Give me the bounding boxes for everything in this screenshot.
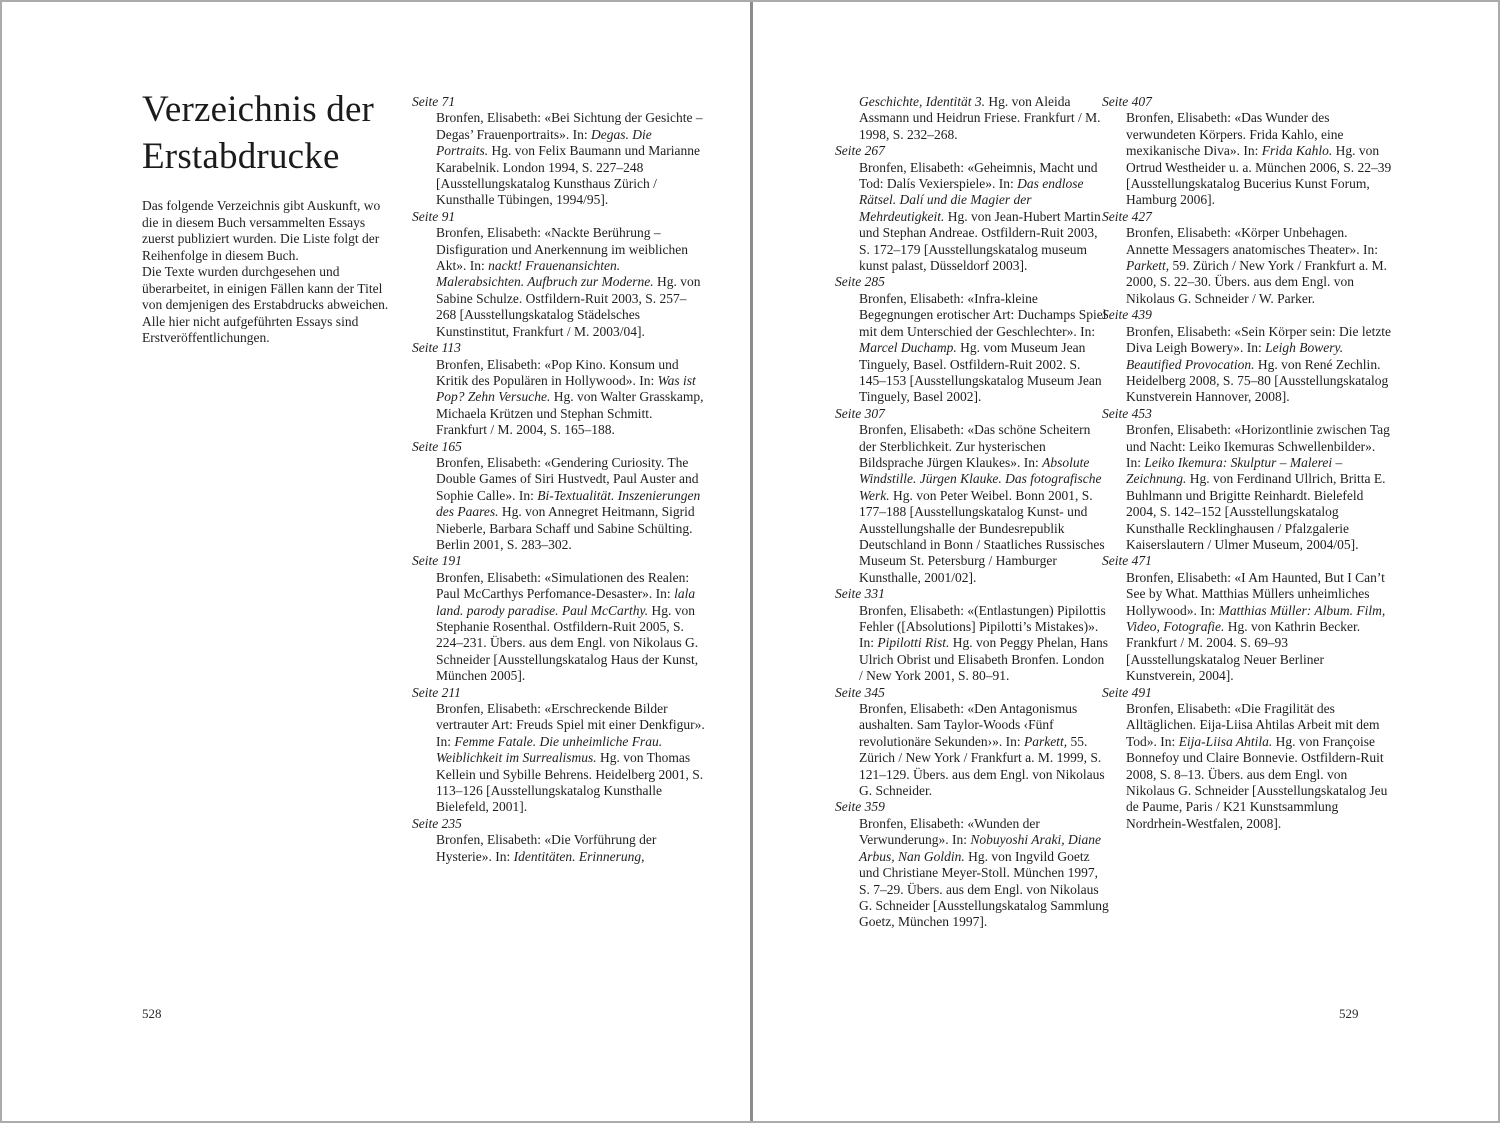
intro-paragraph-part1: Das folgende Verzeichnis gibt Auskunft, wo die in diesem Buch versammelten Essays zuerst publiziert wurden. Die Liste folgt der Reihenfolge in diesem Buch. — [142, 198, 381, 263]
citation-text: Hg. von Annegret Heitmann, Sigrid Nieberle, Barbara Schaff und Sabine Schülting. Berlin 2001, S. 283–302. — [436, 504, 695, 552]
citation-text: Bronfen, Elisabeth: «Die Vorführung der Hysterie». In: — [436, 832, 657, 864]
entry-citation — [1102, 422, 1392, 553]
bibliography-entry — [412, 340, 706, 438]
bibliography-entry — [412, 94, 706, 209]
entry-citation — [835, 422, 1109, 586]
citation-text: Hg. von Felix Baumann und Marianne Karabelnik. London 1994, S. 227–248 [Ausstellungskatalog Kunsthaus Zürich / Kunsthalle Tübingen, 1994/95]. — [436, 143, 700, 208]
entry-page-ref: Seite 285 — [835, 274, 885, 290]
entry-citation — [412, 701, 706, 816]
citation-text: Hg. von Peggy Phelan, Hans Ulrich Obrist und Elisabeth Bronfen. London / New York 2001, S. 80–91. — [859, 635, 1109, 684]
citation-text: Hg. von René Zechlin. Heidelberg 2008, S. 75–80 [Ausstellungskatalog Kunstverein Hannover, 2008]. — [1126, 356, 1389, 405]
citation-text: Hg. von Jean-Hubert Martin und Stephan Andreae. Ostfildern-Ruit 2003, S. 172–179 [Ausstellungskatalog museum kunst palast, Düsseldorf 2003]. — [859, 208, 1101, 274]
citation-title-italic: Degas. Die Portraits. — [436, 126, 652, 159]
bibliography-entry — [412, 209, 706, 340]
citation-text: Hg. vom Museum Jean Tinguely, Basel. Ostfildern-Ruit 2002. S. 145–153 [Ausstellungskatalog Museum Jean Tinguely, Basel 2002]. — [859, 340, 1102, 405]
citation-title-italic: Bi-Textualität. Inszenierungen des Paares. — [436, 487, 701, 520]
citation-title-italic: Parkett, — [1023, 733, 1068, 749]
entry-page-ref: Seite 439 — [1102, 307, 1152, 323]
entry-citation — [835, 603, 1109, 685]
entry-page-ref: Seite 91 — [412, 208, 456, 224]
citation-title-italic: Marcel Duchamp. — [859, 340, 957, 356]
entry-page-ref: Seite 427 — [1102, 208, 1152, 224]
entry-page-ref: Seite 165 — [412, 438, 462, 454]
citation-text: Bronfen, Elisabeth: «Geheimnis, Macht und Tod: Dalís Vexierspiele». In: — [859, 159, 1098, 192]
citation-title-italic: Eija-Liisa Ahtila. — [1178, 733, 1273, 749]
entry-page-ref: Seite 471 — [1102, 553, 1152, 569]
citation-text: Bronfen, Elisabeth: «Die Fragilität des Alltäglichen. Eija-Liisa Ahtilas Arbeit mit dem Tod». In: — [1126, 701, 1380, 749]
citation-text: Hg. von Françoise Bonnefoy und Claire Bonnevie. Ostfildern-Ruit 2008, S. 8–13. Übers. aus dem Engl. von Nikolaus G. Schneider [Ausstellungskatalog Jeu de Paume, Paris / K21 Kunstsammlung Nordrhein-Westfalen, 2008]. — [1126, 733, 1388, 831]
citation-title-italic: Identitäten. Erinnerung, — [513, 848, 645, 864]
citation-title-italic: Absolute Windstille. Jürgen Klauke. Das fotografische Werk. — [859, 454, 1102, 503]
entry-page-ref: Seite 331 — [835, 586, 885, 602]
bibliography-entry — [412, 553, 706, 684]
citation-title-italic: Pipilotti Rist. — [877, 635, 950, 651]
page-number-529: 529 — [1339, 1006, 1359, 1021]
citation-text: Bronfen, Elisabeth: «Pop Kino. Konsum und Kritik des Populären in Hollywood». In: — [436, 356, 679, 388]
citation-text: Hg. von Kathrin Becker. Frankfurt / M. 2004. S. 69–93 [Ausstellungskatalog Neuer Berliner Kunstverein, 2004]. — [1126, 619, 1361, 684]
bibliography-entry — [412, 439, 706, 554]
entry-citation — [835, 160, 1109, 275]
page-title-line1: Verzeichnis der — [142, 89, 375, 130]
bibliography-entry — [835, 94, 1109, 143]
bibliography-entry — [1102, 553, 1392, 684]
citation-title-italic: lala land. parody paradise. Paul McCarthy. — [436, 586, 696, 618]
citation-text: Hg. von Aleida Assmann und Heidrun Friese. Frankfurt / M. 1998, S. 232–268. — [859, 94, 1101, 142]
entry-citation — [412, 357, 706, 439]
entry-page-ref: Seite 453 — [1102, 405, 1152, 421]
citation-text: Bronfen, Elisabeth: «Wunden der Verwunderung». In: — [859, 815, 1040, 848]
entry-citation — [412, 225, 706, 340]
citation-title-italic: Leiko Ikemura: Skulptur – Malerei – Zeichnung. — [1126, 454, 1343, 487]
citation-text: Hg. von Ortrud Westheider u. a. München 2006, S. 22–39 [Ausstellungskatalog Bucerius Kunst Forum, Hamburg 2006]. — [1126, 143, 1392, 208]
citation-title-italic: Das endlose Rätsel. Dalí und die Magier der Mehrdeutigkeit. — [859, 176, 1084, 224]
entry-citation — [412, 110, 706, 208]
citation-text: Bronfen, Elisabeth: «Infra-kleine Begegnungen erotischer Art: Duchamps Spiel mit dem Unterschied der Geschlechter». In: — [859, 290, 1107, 339]
citation-text: Bronfen, Elisabeth: «Simulationen des Realen: Paul McCarthys Perfomance-Desaster». In: — [436, 569, 690, 602]
citation-text: 55. Zürich / New York / Frankfurt a. M. 1999, S. 121–129. Übers. aus dem Engl. von Nikolaus G. Schneider. — [859, 733, 1105, 799]
citation-text: Bronfen, Elisabeth: «Das Wunder des verwundeten Körpers. Frida Kahlo, eine mexikanische Diva». In: — [1126, 110, 1344, 159]
citation-text: Hg. von Peter Weibel. Bonn 2001, S. 177–188 [Ausstellungskatalog Kunst- und Ausstellungshalle der Bundesrepublik Deutschland in Bonn / Staatliches Russisches Museum St. Petersburg / Hamburger Kunsthalle, 2001/02]. — [859, 487, 1105, 585]
entry-page-ref: Seite 235 — [412, 815, 462, 831]
citation-title-italic: Leigh Bowery. Beautified Provocation. — [1126, 340, 1344, 372]
bibliography-entry — [412, 816, 706, 865]
citation-text: Bronfen, Elisabeth: «(Entlastungen) Pipilottis Fehler ([Absolutions] Pipilotti’s Mistakes)». In: — [859, 602, 1106, 651]
entry-page-ref: Seite 267 — [835, 143, 885, 159]
entry-page-ref: Seite 491 — [1102, 684, 1152, 700]
entry-citation — [835, 816, 1109, 931]
citation-text: Bronfen, Elisabeth: «Sein Körper sein: Die letzte Diva Leigh Bowery». In: — [1126, 323, 1392, 356]
page-gutter-divider — [750, 2, 753, 1121]
entry-page-ref: Seite 113 — [412, 340, 461, 356]
citation-text: Bronfen, Elisabeth: «Den Antagonismus aushalten. Sam Taylor-Woods ‹Fünf revolutionäre Sekunden›». In: — [859, 701, 1078, 749]
entry-page-ref: Seite 71 — [412, 94, 456, 109]
entry-citation — [1102, 225, 1392, 307]
entry-citation — [835, 94, 1109, 143]
entry-citation — [1102, 110, 1392, 208]
entry-citation — [412, 570, 706, 685]
citation-title-italic: Femme Fatale. Die unheimliche Frau. Weiblichkeit im Surrealismus. — [436, 733, 663, 766]
citation-text: Bronfen, Elisabeth: «Erschreckende Bilder vertrauter Art: Freuds Spiel mit einer Denkfigur». In: — [436, 701, 705, 749]
citation-title-italic: nackt! Frauenansichten. Malerabsichten. Aufbruch zur Moderne. — [436, 258, 654, 290]
entry-citation — [1102, 570, 1392, 685]
citation-text: Bronfen, Elisabeth: «Nackte Berührung – Disfiguration und Anerkennung im weiblichen Akt». In: — [436, 225, 688, 274]
citation-text: Hg. von Stephanie Rosenthal. Ostfildern-Ruit 2005, S. 224–231. Übers. aus dem Engl. von Nikolaus G. Schneider [Ausstellungskatalog Haus der Kunst, München 2005]. — [436, 602, 699, 684]
citation-text: Hg. von Sabine Schulze. Ostfildern-Ruit 2003, S. 257–268 [Ausstellungskatalog Städelsches Kunstinstitut, Frankfurt / M. 2003/04]. — [436, 274, 701, 339]
citation-text: Hg. von Ferdinand Ullrich, Britta E. Buhlmann und Brigitte Reinhardt. Bielefeld 2004, S. 142–152 [Ausstellungskatalog Kunsthalle Recklinghausen / Pfalzgalerie Kaiserslautern / Ulmer Museum, 2004/05]. — [1126, 471, 1386, 552]
bibliography-entry — [835, 274, 1109, 405]
entry-citation — [1102, 701, 1392, 832]
page-number-528: 528 — [142, 1006, 162, 1021]
entry-citation — [835, 291, 1109, 406]
entry-page-ref: Seite 359 — [835, 799, 885, 815]
citation-text: Hg. von Thomas Kellein und Sybille Behrens. Heidelberg 2001, S. 113–126 [Ausstellungskatalog Kunsthalle Bielefeld, 2001]. — [436, 750, 704, 815]
entry-citation — [835, 701, 1109, 799]
entries-column-right-page-1 — [835, 94, 1109, 931]
bibliography-entry — [412, 685, 706, 816]
citation-text: 59. Zürich / New York / Frankfurt a. M. 2000, S. 22–30. Übers. aus dem Engl. von Nikolaus G. Schneider / W. Parker. — [1126, 258, 1387, 306]
citation-text: Bronfen, Elisabeth: «I Am Haunted, But I Can’t See by What. Matthias Müllers unheimliches Hollywood». In: — [1126, 569, 1385, 618]
citation-title-italic: Parkett, — [1126, 258, 1170, 274]
citation-text: Bronfen, Elisabeth: «Bei Sichtung der Gesichte – Degas’ Frauenportraits». In: — [436, 110, 703, 142]
citation-text: Bronfen, Elisabeth: «Körper Unbehagen. Annette Messagers anatomisches Theater». In: — [1126, 225, 1379, 257]
entry-page-ref: Seite 345 — [835, 684, 885, 700]
bibliography-entry — [1102, 406, 1392, 554]
citation-title-italic: Was ist Pop? Zehn Versuche. — [436, 372, 696, 405]
citation-text: Hg. von Walter Grasskamp, Michaela Krützen und Stephan Schmitt. Frankfurt / M. 2004, S. 165–188. — [436, 389, 704, 438]
entry-citation — [412, 455, 706, 553]
entries-column-left-page — [412, 94, 706, 865]
bibliography-entry — [1102, 307, 1392, 405]
bibliography-entry — [835, 143, 1109, 274]
page-title-line2: Erstabdrucke — [142, 136, 340, 177]
bibliography-entry — [835, 685, 1109, 800]
citation-text: Hg. von Ingvild Goetz und Christiane Meyer-Stoll. München 1997, S. 7–29. Übers. aus dem Engl. von Nikolaus G. Schneider [Ausstellungskatalog Sammlung Goetz, München 1997]. — [859, 848, 1109, 930]
intro-paragraph — [142, 198, 398, 347]
citation-text: Bronfen, Elisabeth: «Horizontlinie zwischen Tag und Nacht: Leiko Ikemuras Schwellenbilder». In: — [1126, 422, 1390, 470]
entry-citation — [412, 832, 706, 865]
entries-column-right-page-2 — [1102, 94, 1392, 832]
citation-title-italic: Geschichte, Identität 3. — [859, 94, 985, 109]
entry-citation — [1102, 324, 1392, 406]
page-title — [142, 86, 442, 180]
citation-title-italic: Frida Kahlo. — [1261, 143, 1333, 159]
bibliography-entry — [1102, 94, 1392, 209]
entry-page-ref: Seite 191 — [412, 553, 462, 569]
intro-paragraph-part2: Die Texte wurden durchgesehen und überarbeitet, in einigen Fällen kann der Titel von demjenigen des Erstabdrucks abweichen. Alle hier nicht aufgeführten Essays sind Erstveröffentlichungen. — [142, 264, 389, 345]
entry-page-ref: Seite 211 — [412, 684, 461, 700]
citation-title-italic: Nobuyoshi Araki, Diane Arbus, Nan Goldin. — [859, 832, 1101, 864]
bibliography-entry — [835, 799, 1109, 930]
bibliography-entry — [835, 406, 1109, 586]
bibliography-entry — [835, 586, 1109, 684]
citation-text: Bronfen, Elisabeth: «Das schöne Scheitern der Sterblichkeit. Zur hysterischen Bildsprache Jürgen Klaukes». In: — [859, 422, 1091, 470]
citation-title-italic: Matthias Müller: Album. Film, Video, Fotografie. — [1126, 602, 1386, 634]
bibliography-entry — [1102, 685, 1392, 833]
bibliography-entry — [1102, 209, 1392, 307]
entry-page-ref: Seite 307 — [835, 405, 885, 421]
entry-page-ref: Seite 407 — [1102, 94, 1152, 109]
citation-text: Bronfen, Elisabeth: «Gendering Curiosity. The Double Games of Siri Hustvedt, Paul Auster and Sophie Calle». In: — [436, 454, 699, 503]
